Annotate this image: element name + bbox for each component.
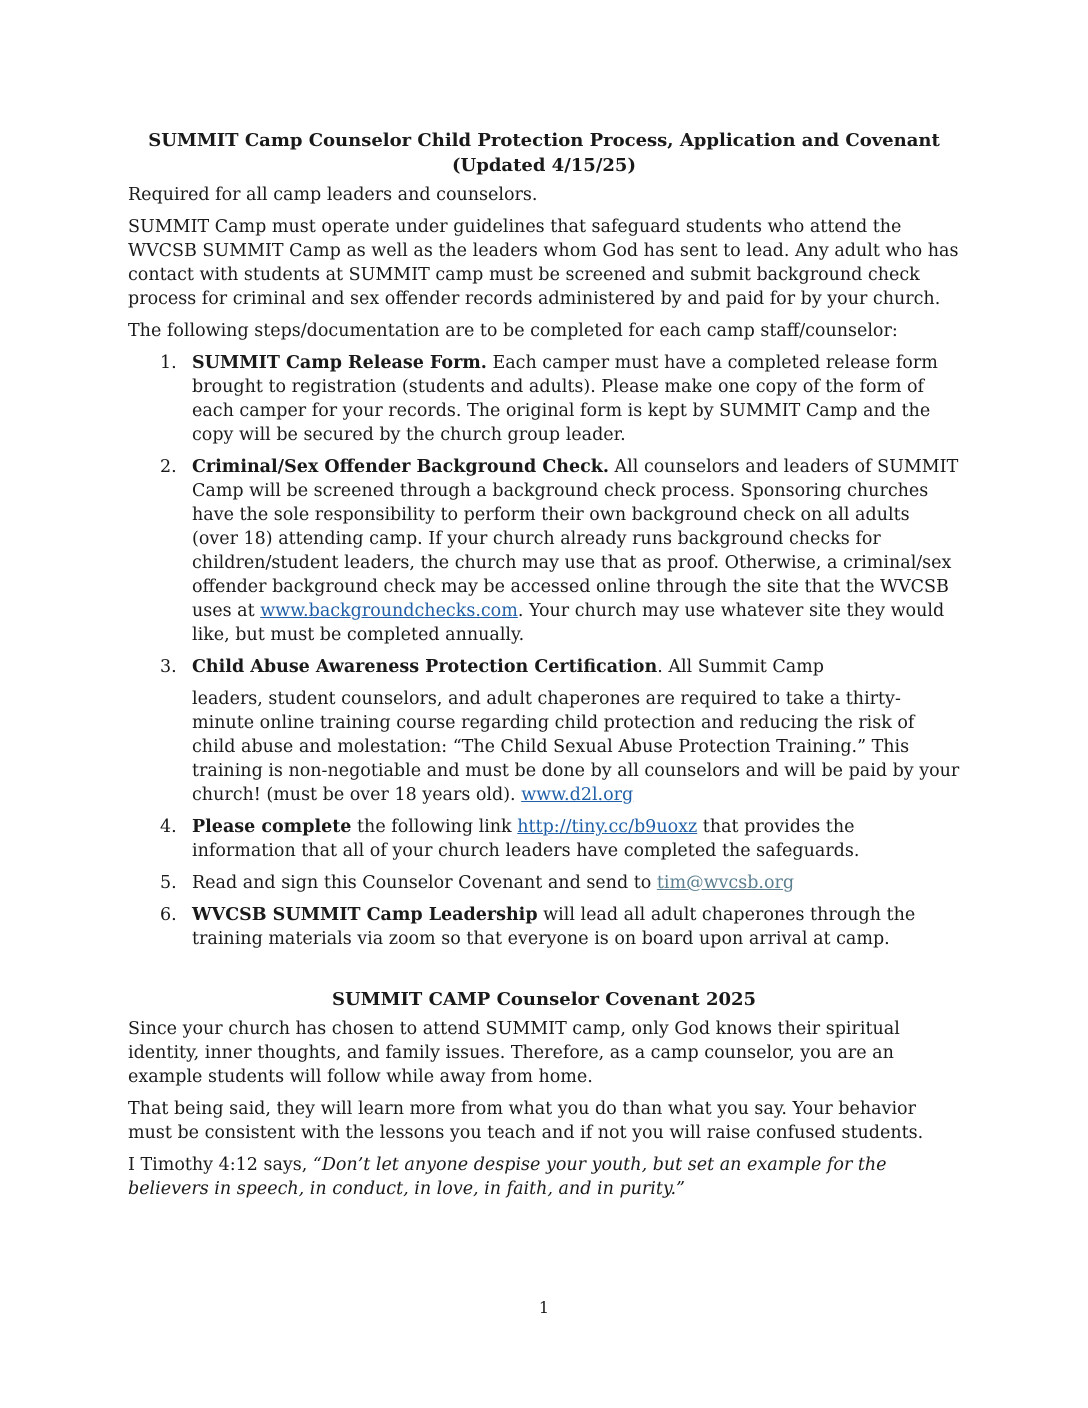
- steps-list: [128, 351, 960, 951]
- step-number: 3.: [160, 657, 177, 677]
- steps-intro: The following steps/documentation are to be completed for each camp staff/counselor:: [128, 321, 898, 341]
- step-text-after: . Your church may use whatever site they would like, but must be completed annually.: [192, 601, 945, 645]
- step-text: the following link: [351, 817, 518, 837]
- backgroundchecks-link[interactable]: www.backgroundchecks.com: [260, 601, 518, 621]
- document-page: [128, 128, 960, 1209]
- covenant-paragraph-1: Since your church has chosen to attend SUMMIT camp, only God knows their spiritual identity, inner thoughts, and family issues. Therefore, as a camp counselor, you are an example students will follow while away from home.: [128, 1019, 900, 1087]
- step-heading: WVCSB SUMMIT Camp Leadership: [192, 905, 538, 925]
- step-heading: Criminal/Sex Offender Background Check.: [192, 457, 609, 477]
- step-text: Read and sign this Counselor Covenant and send to: [192, 873, 657, 893]
- step-text: . All Summit Camp: [657, 657, 824, 677]
- step-text: will lead all adult chaperones through the training materials via zoom so that everyone is on board upon arrival at camp.: [192, 905, 916, 949]
- verse-quote: “Don’t let anyone despise your youth, but set an example for the believers in speech, in conduct, in love, in faith, and in purity.”: [128, 1155, 887, 1199]
- step-text-cont: leaders, student counselors, and adult chaperones are required to take a thirty- minute online training course regarding child protection and reducing the risk of child abuse and molestation: “The Child Sexual Abuse Protection Training.” This training is non-negotiable and must be done by all counselors and will be paid by your church! (must be over 18 years old).: [192, 689, 960, 805]
- d2l-link[interactable]: www.d2l.org: [521, 785, 634, 805]
- step-item-6: [128, 903, 960, 951]
- document-title: [128, 128, 960, 178]
- step-heading: Child Abuse Awareness Protection Certification: [192, 657, 658, 677]
- step-text: All counselors and leaders of SUMMIT Camp will be screened through a background check process. Sponsoring churches have the sole responsibility to perform their own background check on all adults (over 18) attending camp. If your church already runs background checks for children/student leaders, the church may use that as proof. Otherwise, a criminal/sex offender background check may be accessed online through the site that the WVCSB uses at: [192, 457, 959, 621]
- step-text: Each camper must have a completed release form brought to registration (students and adults). Please make one copy of the form of each camper for your records. The original form is kept by SUMMIT Camp and the copy will be secured by the church group leader.: [192, 353, 938, 445]
- step-item-2: [128, 455, 960, 647]
- step-text-after: that provides the information that all of your church leaders have completed the safeguards.: [192, 817, 860, 861]
- step-item-1: [128, 351, 960, 447]
- step-heading: Please complete: [192, 817, 352, 837]
- step-item-5: [128, 871, 960, 895]
- step-number: 6.: [160, 905, 177, 925]
- step-heading: SUMMIT Camp Release Form.: [192, 353, 487, 373]
- required-note: Required for all camp leaders and counselors.: [128, 185, 538, 205]
- verse-paragraph: [128, 1153, 960, 1201]
- page-number: 1: [538, 1298, 550, 1317]
- step-item-4: [128, 815, 960, 863]
- step-continuation: [192, 687, 960, 807]
- covenant-title: SUMMIT CAMP Counselor Covenant 2025: [331, 989, 757, 1010]
- step-number: 2.: [160, 457, 177, 477]
- verse-reference: I Timothy 4:12 says,: [128, 1155, 313, 1175]
- step-number: 1.: [160, 353, 177, 373]
- intro-paragraph: SUMMIT Camp must operate under guidelines that safeguard students who attend the WVCSB SUMMIT Camp as well as the leaders whom God has sent to lead. Any adult who has contact with students at SUMMIT camp must be screened and submit background check process for criminal and sex offender records administered by and paid for by your church.: [128, 217, 959, 309]
- tiny-cc-link[interactable]: http://tiny.cc/b9uoxz: [517, 817, 698, 837]
- title-line-2: (Updated 4/15/25): [452, 155, 636, 176]
- email-link[interactable]: tim@wvcsb.org: [656, 873, 795, 893]
- covenant-paragraph-2: That being said, they will learn more from what you do than what you say. Your behavior must be consistent with the lessons you teach and if not you will raise confused students.: [128, 1099, 924, 1143]
- step-number: 4.: [160, 817, 177, 837]
- title-line-1: SUMMIT Camp Counselor Child Protection Process, Application and Covenant: [148, 130, 940, 151]
- step-number: 5.: [160, 873, 177, 893]
- step-item-3: [128, 655, 960, 807]
